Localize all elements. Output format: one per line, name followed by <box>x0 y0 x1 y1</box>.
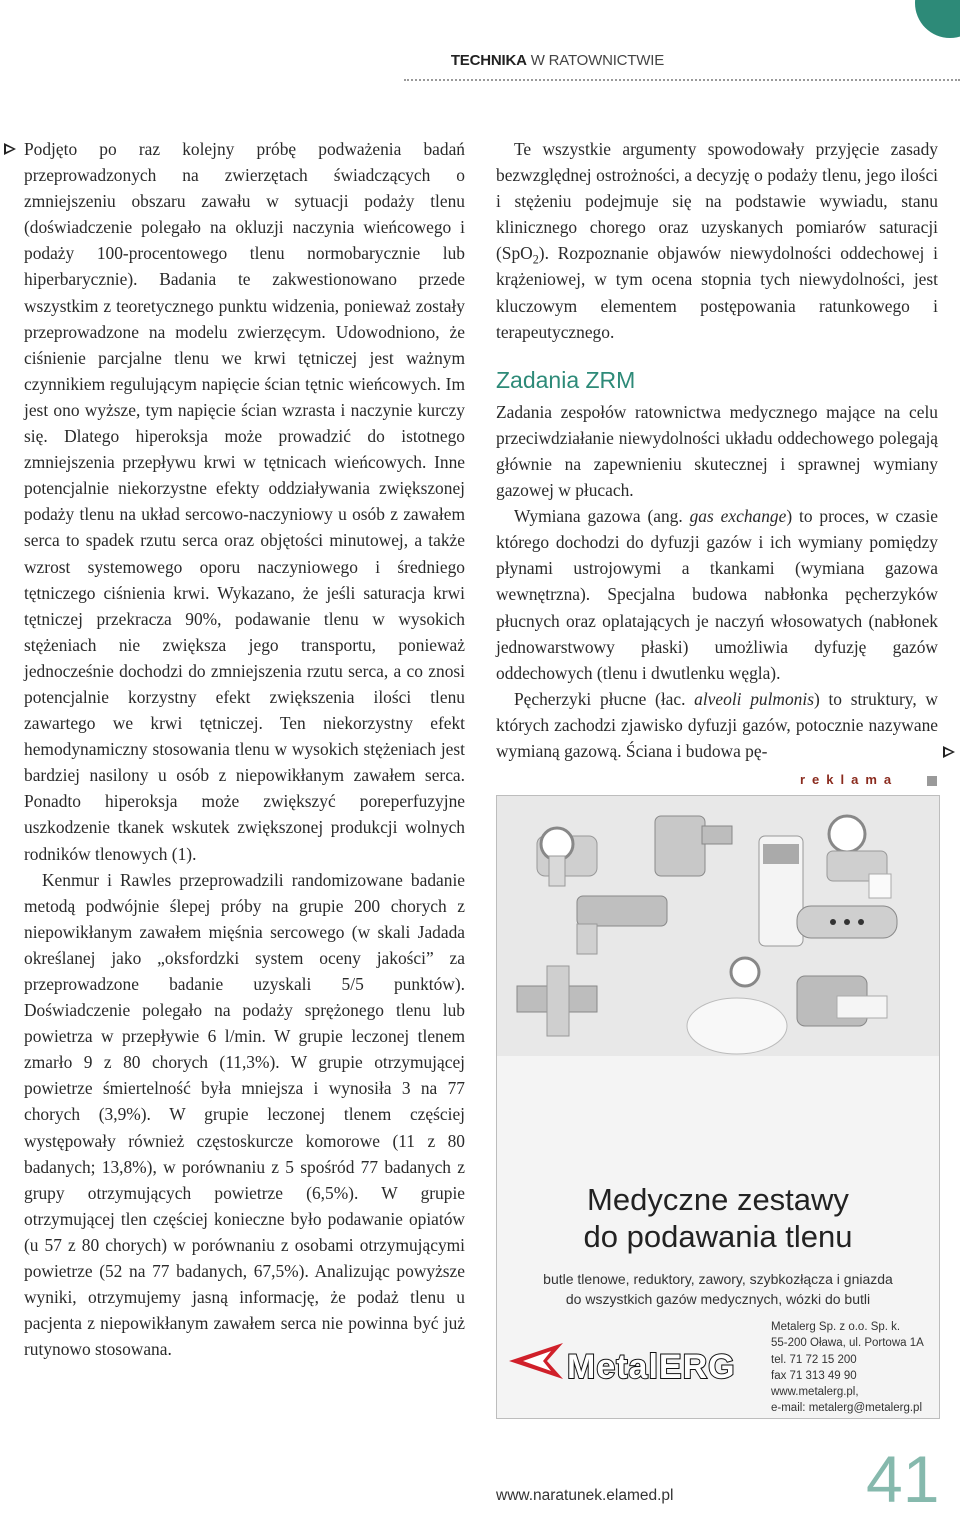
advert-title <box>497 1181 939 1255</box>
advert-label: reklama <box>800 772 899 787</box>
right-column <box>496 136 938 764</box>
rp3-text-a: Wymiana gazowa (ang. <box>514 506 690 527</box>
contact-line: Metalerg Sp. z o.o. Sp. k. <box>771 1321 901 1333</box>
rp1-text-a: Te wszystkie argumenty spowodowały przyjęcie zasady bezwzględnej ostrożności, a decyzję o podaży tlenu, jego ilości i stężeniu podejmuje się na podstawie wywiadu, stanu klinicznego chorego oraz uzyskanych pomiarów saturacji (SpO <box>496 139 938 264</box>
metalerg-logo-text: MetalERG <box>567 1348 736 1386</box>
advert-subtitle-line-2: do wszystkich gazów medycznych, wózki do butli <box>565 1291 871 1307</box>
rp4-text-b: ) to struktury, w których zachodzi zjawisko dyfuzji gazów, potocznie nazywane wymianą gazową. Ściana i budowa pę- <box>496 688 938 761</box>
page-number: 41 <box>866 1442 940 1516</box>
header-rest: W RATOWNICTWIE <box>530 52 664 69</box>
footer-url[interactable]: www.naratunek.elamed.pl <box>496 1487 674 1504</box>
rp1-text-b: ). Rozpoznanie objawów niewydolności oddechowej i krążeniowej, w tym ocena stopnia tych niewydolności, jest kluczowym elementem postępowania ratunkowego i terapeutycznego. <box>496 243 938 342</box>
left-column <box>24 136 465 1362</box>
contact-line: 55-200 Oława, ul. Portowa 1A <box>771 1337 924 1350</box>
contact-line: fax 71 313 49 90 <box>771 1369 857 1382</box>
rp3-italic: gas exchange <box>689 506 787 527</box>
right-paragraph-2: Zadania zespołów ratownictwa medycznego mające na celu przeciwdziałanie niewydolności układu oddechowego polegają głównie na zapewnieniu skutecznej i sprawnej wymiany gazowej w płucach. <box>496 401 938 501</box>
rp1-subscript: 2 <box>532 252 539 267</box>
contact-link[interactable]: www.metalerg.pl, <box>771 1386 859 1399</box>
advert-subtitle <box>497 1269 939 1309</box>
product-photo <box>497 796 939 1056</box>
running-header <box>451 52 664 69</box>
section-tab-marker <box>915 0 960 38</box>
contact-email[interactable]: e-mail: metalerg@metalerg.pl <box>771 1402 923 1415</box>
advert-title-line-2: do podawania tlenu <box>583 1219 853 1254</box>
header-dotted-rule <box>404 79 960 81</box>
header-bold: TECHNIKA <box>450 52 527 69</box>
rp4-italic: alveoli pulmonis <box>694 688 814 709</box>
oxygen-equipment-illustration <box>497 796 939 1056</box>
left-paragraph-2: Kenmur i Rawles przeprowadzili randomizowane badanie metodą podwójnie ślepej próby na grupie 200 chorych z niepowikłanym zawałem mięśnia sercowego (w skali Jadada określanej jako „oksfordzki system oceny jakości” za przeprowadzone badanie uzyskali 5/5 punktów). Doświadczenie polegało na podaży sprężonego tlenu lub powietrza w przepływie 6 l/min. W grupie leczonej tlenem zmarło 9 z 80 chorych (11,3%). W grupie otrzymującej powietrze śmiertelność była mniejsza i wynosiła 3 na 77 chorych (3,9%). W grupie leczonej tlenem częściej występowały również częstoskurcze komorowe (11 z 80 badanych; 13,8%), w porównaniu z 5 spośród 77 badanych z grupy otrzymujących powietrze (6,5%). W grupie otrzymującej tlen częściej konieczne było podawanie opiatów (u 57 z 80 chorych) w porównaniu z osobami otrzymującymi powietrze (52 na 77 badanych, 67,5%). Analizując powyższe wyniki, otrzymujemy jasną informację, że podaż tlenu u pacjenta z niepowikłanym zawałem serca nie powinna być już rutynowo stosowana. <box>24 869 465 1360</box>
metalerg-logo-icon <box>507 1341 567 1381</box>
advertisement[interactable] <box>496 795 940 1419</box>
right-paragraph-3 <box>496 503 938 686</box>
left-paragraph-1: Podjęto po raz kolejny próbę podważenia badań przeprowadzonych na zwierzętach świadczących o zmniejszeniu obszaru zawału w sytuacji podaży tlenu (doświadczenie polegało na okluzji naczynia wieńcowego i podaży 100-procentowego tlenu normobarycznie lub hiperbarycznie). Badania te zakwestionowano przede wszystkim z teoretycznego punktu widzenia, ponieważ zostały przeprowadzone na modelu zwierzęcym. Udowodniono, że ciśnienie parcjalne tlenu we krwi tętniczej jest ważnym czynnikiem regulującym napięcie ścian tętnic wieńcowych. Im jest ono wyższe, tym napięcie ścian wzrasta i naczynie kurczy się. Dlatego hiperoksja może prowadzić do istotnego zmniejszenia przepływu krwi w tętnicach wieńcowych. Inne potencjalnie niekorzystne efekty oddziaływania zwiększonej podaży tlenu na układ sercowo-naczyniowy u osób z zawałem serca to spadek rzutu serca oraz objętości minutowej, a także wzrost systemowego oporu naczyniowego i średniego tętniczego ciśnienia krwi. Wykazano, że jeśli saturacja krwi tętniczej przekracza 90%, podawanie tlenu w wysokich stężeniach nie zwiększa jego transportu, ponieważ jednocześnie dochodzi do zmniejszenia rzutu serca, a co znosi potencjalnie korzystny efekt zwiększenia ilości tlenu zawartego we krwi tętniczej. Ten niekorzystny efekt hemodynamiczny stosowania tlenu w wysokich stężeniach jest bardziej nasilony u osób z niepowikłanym zawałem serca. Ponadto hiperoksja może zwiększyć poreperfuzyjne uszkodzenie tkanek wskutek zwiększonej produkcji wolnych rodników tlenowych (1). <box>24 139 465 864</box>
right-paragraph-1 <box>496 136 938 345</box>
rp3-text-b: ) to proces, w czasie którego dochodzi do dyfuzji gazów i ich wymiany pomiędzy płynami ustrojowymi a tkankami (wymiana gazowa wewnętrzna). Specjalna budowa nabłonka pęcherzyków płucnych oraz oplatających je naczyń włosowatych (nabłonek jednowarstwowy płaski) umożliwia dyfuzję gazów oddechowych (tlenu i dwutlenku węgla). <box>496 506 938 683</box>
advert-contact <box>771 1319 924 1417</box>
rp4-text-a: Pęcherzyki płucne (łac. <box>514 688 695 709</box>
section-heading: Zadania ZRM <box>496 366 636 393</box>
right-paragraph-4 <box>496 686 938 764</box>
contact-line: tel. 71 72 15 200 <box>771 1353 857 1366</box>
advert-subtitle-line-1: butle tlenowe, reduktory, zawory, szybkozłącza i gniazda <box>543 1271 893 1287</box>
advert-label-square <box>927 776 937 786</box>
advert-title-line-1: Medyczne zestawy <box>587 1182 849 1217</box>
